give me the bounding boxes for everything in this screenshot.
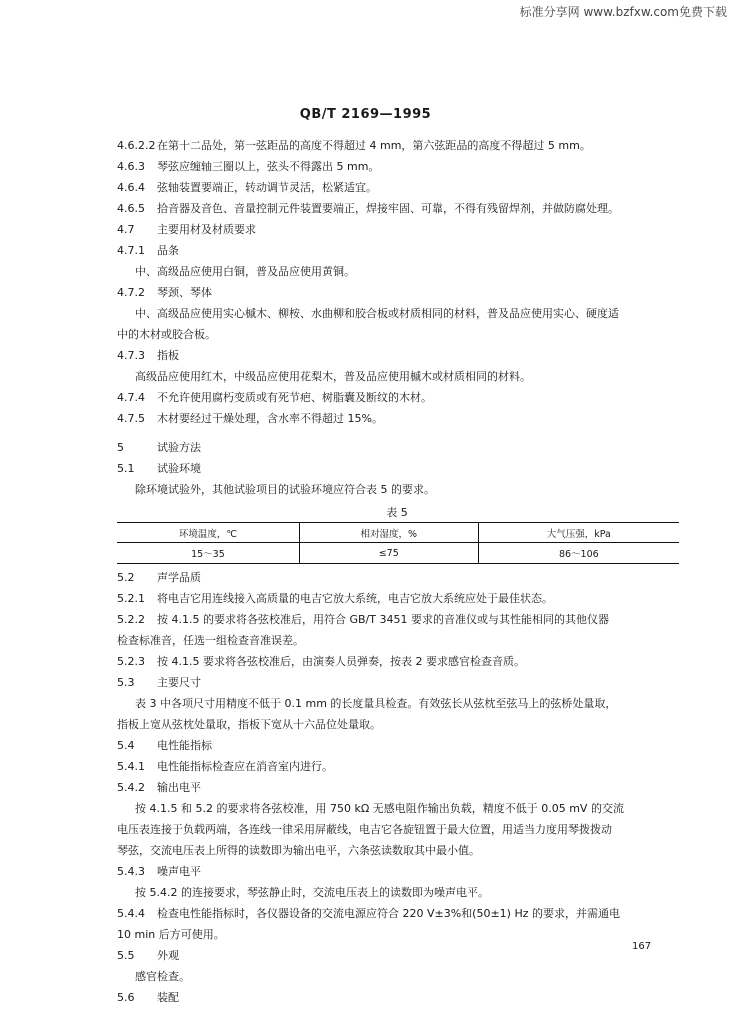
paragraph-line <box>117 369 677 390</box>
paragraph-line <box>117 717 677 738</box>
table-header-cell: 大气压强，kPa <box>478 523 679 543</box>
section-heading <box>117 440 677 461</box>
clause-text: 电压表连接于负载两端，各连线一律采用屏蔽线，电吉它各旋钮置于最大位置，用适当力度用琴拨拨动 <box>117 823 612 836</box>
clause-text: 品条 <box>157 244 179 257</box>
clause-text: 主要尺寸 <box>157 676 201 689</box>
clause-number: 4.7.4 <box>117 391 145 404</box>
table-cell: 86～106 <box>478 543 679 564</box>
clause-line <box>117 864 677 885</box>
clause-text: 主要用材及材质要求 <box>157 223 256 236</box>
paragraph-line <box>117 885 677 906</box>
clause-line <box>117 570 677 591</box>
clause-number: 5.4.4 <box>117 907 145 920</box>
clause-number: 5 <box>117 441 124 454</box>
clause-number: 4.7.3 <box>117 349 145 362</box>
clause-text: 输出电平 <box>157 781 201 794</box>
table-header-cell: 环境温度，℃ <box>117 523 299 543</box>
clause-number: 4.6.5 <box>117 202 145 215</box>
paragraph-line <box>117 482 677 503</box>
paragraph-line <box>117 801 677 822</box>
table-caption: 表 5 <box>386 506 408 519</box>
clause-number: 5.3 <box>117 676 135 689</box>
clause-text: 指板 <box>157 349 179 362</box>
clause-text: 按 5.4.2 的连接要求，琴弦静止时，交流电压表上的读数即为噪声电平。 <box>135 886 489 899</box>
clause-text: 检查电性能指标时，各仪器设备的交流电源应符合 220 V±3%和(50±1) Hz 的要求，并需通电 <box>157 907 621 920</box>
clause-line <box>117 243 677 264</box>
clause-line <box>117 390 677 411</box>
clause-line <box>117 348 677 369</box>
clause-text: 按 4.1.5 和 5.2 的要求将各弦校准，用 750 kΩ 无感电阻作输出负载，精度不低于 0.05 mV 的交流 <box>135 802 624 815</box>
clause-text: 噪声电平 <box>157 865 201 878</box>
clause-line <box>117 906 677 927</box>
clause-text: 10 min 后方可使用。 <box>117 928 225 941</box>
clause-line <box>117 675 677 696</box>
clause-line <box>117 222 677 243</box>
clause-text: 除环境试验外，其他试验项目的试验环境应符合表 5 的要求。 <box>135 483 435 496</box>
clause-line <box>117 759 677 780</box>
watermark-text: 标准分享网 www.bzfxw.com免费下载 <box>519 5 727 19</box>
table-row <box>117 543 679 564</box>
table-header-row <box>117 523 679 543</box>
clause-text: 高级品应使用红木，中级品应使用花梨木，普及品应使用槭木或材质相同的材料。 <box>135 370 531 383</box>
paragraph-line <box>117 822 677 843</box>
clause-text: 感官检查。 <box>135 970 190 983</box>
page-number: 167 <box>632 941 652 952</box>
clause-text: 弦轴装置要端正，转动调节灵活，松紧适宜。 <box>157 181 377 194</box>
clause-number: 5.4 <box>117 739 135 752</box>
environment-table <box>117 522 679 564</box>
clause-text: 在第十二品处，第一弦距品的高度不得超过 4 mm，第六弦距品的高度不得超过 5 mm。 <box>157 139 591 152</box>
clause-text: 琴弦，交流电压表上所得的读数即为输出电平，六条弦读数取其中最小值。 <box>117 844 480 857</box>
paragraph-line <box>117 306 677 327</box>
clause-text: 指板上宽从弦枕处量取，指板下宽从十六品位处量取。 <box>117 718 381 731</box>
clause-number: 5.2.3 <box>117 655 145 668</box>
document-body <box>117 138 677 1011</box>
clause-text: 拾音器及音色、音量控制元件装置要端正，焊接牢固、可靠，不得有残留焊剂，并做防腐处理。 <box>157 202 619 215</box>
clause-text: 琴弦应缠轴三圈以上，弦头不得露出 5 mm。 <box>157 160 380 173</box>
clause-line <box>117 180 677 201</box>
clause-line <box>117 780 677 801</box>
clause-text: 检查标准音，任选一组检查音准误差。 <box>117 634 304 647</box>
paragraph-line <box>117 264 677 285</box>
clause-number: 4.6.2.2 <box>117 139 156 152</box>
clause-line <box>117 612 677 633</box>
clause-number: 4.7.5 <box>117 412 145 425</box>
clause-number: 5.2 <box>117 571 135 584</box>
paragraph-line <box>117 927 677 948</box>
clause-number: 4.6.4 <box>117 181 145 194</box>
clause-text: 琴颈、琴体 <box>157 286 212 299</box>
clause-line <box>117 461 677 482</box>
clause-text: 电性能指标 <box>157 739 212 752</box>
clause-text: 试验方法 <box>157 441 201 454</box>
clause-number: 5.2.2 <box>117 613 145 626</box>
clause-number: 5.4.1 <box>117 760 145 773</box>
clause-line <box>117 948 677 969</box>
clause-text: 表 3 中各项尺寸用精度不低于 0.1 mm 的长度量具检查。有效弦长从弦枕至弦马上的弦桥处量取， <box>135 697 617 710</box>
clause-line <box>117 654 677 675</box>
clause-number: 4.7.2 <box>117 286 145 299</box>
clause-text: 试验环境 <box>157 462 201 475</box>
clause-text: 中、高级品应使用白铜，普及品应使用黄铜。 <box>135 265 355 278</box>
standard-header: QB/T 2169—1995 <box>299 107 432 122</box>
table-cell: ≤75 <box>299 543 478 564</box>
clause-text: 按 4.1.5 的要求将各弦校准后，用符合 GB/T 3451 要求的音准仪或与其性能相同的其他仪器 <box>157 613 609 626</box>
paragraph-line <box>117 843 677 864</box>
clause-number: 5.5 <box>117 949 135 962</box>
clause-text: 装配 <box>157 991 179 1004</box>
clause-line <box>117 159 677 180</box>
clause-number: 4.6.3 <box>117 160 145 173</box>
clause-number: 5.1 <box>117 462 135 475</box>
clause-text: 电性能指标检查应在消音室内进行。 <box>157 760 333 773</box>
clause-text: 不允许使用腐朽变质或有死节疤、树脂囊及断纹的木材。 <box>157 391 432 404</box>
clause-line <box>117 285 677 306</box>
clause-line <box>117 591 677 612</box>
clause-text: 按 4.1.5 要求将各弦校准后，由演奏人员弹奏，按表 2 要求感官检查音质。 <box>157 655 525 668</box>
clause-number: 5.4.2 <box>117 781 145 794</box>
clause-text: 声学品质 <box>157 571 201 584</box>
clause-line <box>117 990 677 1011</box>
clause-line <box>117 201 677 222</box>
clause-line <box>117 738 677 759</box>
clause-text: 木材要经过干燥处理，含水率不得超过 15%。 <box>157 412 383 425</box>
clause-number: 4.7.1 <box>117 244 145 257</box>
clause-number: 4.7 <box>117 223 135 236</box>
clause-number: 5.4.3 <box>117 865 145 878</box>
clause-text: 中、高级品应使用实心槭木、柳桉、水曲柳和胶合板或材质相同的材料，普及品应使用实心、硬度适 <box>135 307 619 320</box>
paragraph-line <box>117 327 677 348</box>
paragraph-line <box>117 696 677 717</box>
paragraph-line <box>117 969 677 990</box>
clause-text: 外观 <box>157 949 179 962</box>
table-cell: 15～35 <box>117 543 299 564</box>
clause-line <box>117 138 677 159</box>
clause-number: 5.2.1 <box>117 592 145 605</box>
table-header-cell: 相对湿度，% <box>299 523 478 543</box>
clause-text: 将电吉它用连线接入高质量的电吉它放大系统，电吉它放大系统应处于最佳状态。 <box>157 592 553 605</box>
clause-text: 中的木材或胶合板。 <box>117 328 216 341</box>
paragraph-line <box>117 633 677 654</box>
clause-number: 5.6 <box>117 991 135 1004</box>
clause-line <box>117 411 677 432</box>
